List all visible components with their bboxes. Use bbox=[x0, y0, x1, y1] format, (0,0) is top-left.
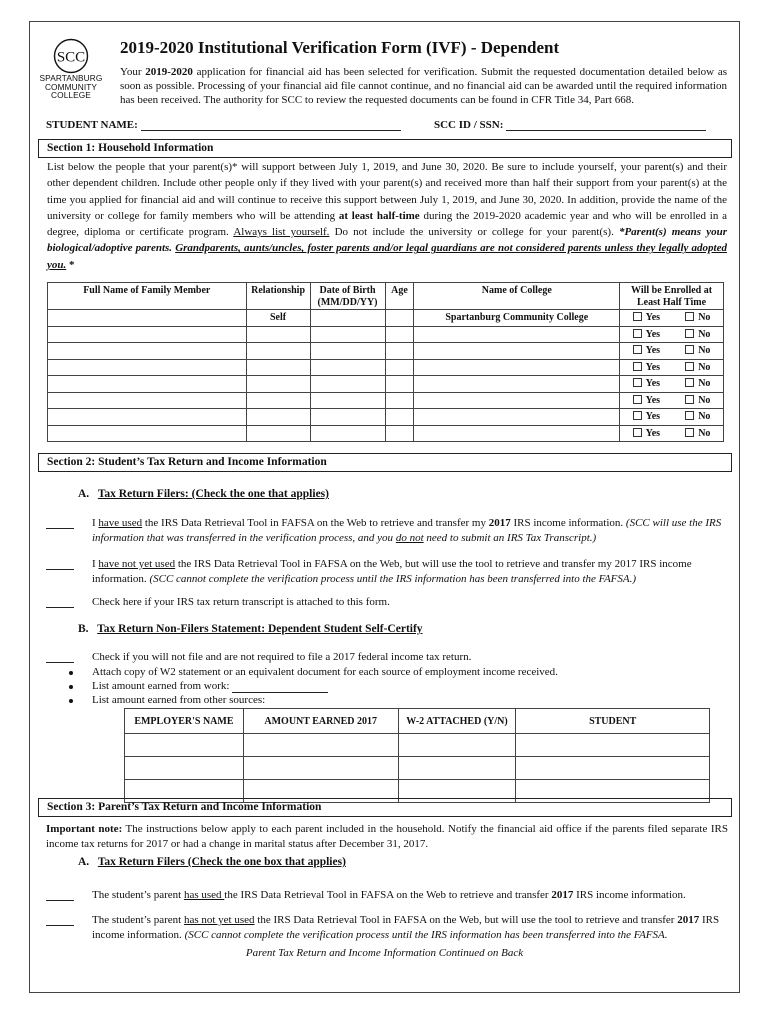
name-cell[interactable] bbox=[48, 343, 247, 360]
age-cell[interactable] bbox=[385, 359, 414, 376]
household-row bbox=[48, 392, 724, 409]
checkbox-icon[interactable] bbox=[633, 362, 642, 371]
form-page bbox=[29, 21, 740, 993]
checkbox-icon[interactable] bbox=[633, 329, 642, 338]
section3-important-note: Important note: The instructions below apply to each parent included in the household. Notify the financial aid office if the parents filed separate IRS income tax returns for 2017 or had a change in marital status after December 31, 2017. bbox=[46, 823, 728, 850]
enrolled-cell bbox=[620, 310, 724, 327]
option-label: Yes bbox=[645, 328, 661, 340]
parent-item-2: The student’s parent has not yet used the IRS Data Retrieval Tool in FAFSA on the Web, but will use the tool to retrieve and transfer 2017 IRS income information. (SCC cannot complete the verification process until the IRS information has been transferred into the FAFSA. bbox=[92, 914, 720, 941]
checkbox-icon[interactable] bbox=[685, 329, 694, 338]
employer-row bbox=[125, 757, 710, 780]
option-label: Yes bbox=[645, 312, 661, 323]
enrolled-no-option[interactable] bbox=[685, 393, 710, 408]
col-dob: Date of Birth (MM/DD/YY) bbox=[310, 283, 385, 310]
option-label: Yes bbox=[645, 411, 661, 422]
relationship-cell[interactable] bbox=[246, 343, 310, 360]
college-cell[interactable] bbox=[414, 343, 620, 360]
employer-header-row bbox=[125, 709, 710, 734]
relationship-cell[interactable] bbox=[246, 326, 310, 343]
section3-heading: Section 3: Parent’s Tax Return and Income Information bbox=[38, 798, 732, 817]
item-b1: Check if you will not file and are not required to file a 2017 federal income tax return. bbox=[92, 651, 472, 663]
employer-row bbox=[125, 734, 710, 757]
checkbox-icon[interactable] bbox=[685, 395, 694, 404]
relationship-cell[interactable]: Self bbox=[246, 310, 310, 327]
dob-cell[interactable] bbox=[310, 409, 385, 426]
scc-logo bbox=[36, 38, 106, 100]
svg-text:SCC: SCC bbox=[56, 49, 86, 66]
col-student: STUDENT bbox=[516, 709, 710, 734]
checkbox-icon[interactable] bbox=[633, 411, 642, 420]
college-cell[interactable] bbox=[414, 326, 620, 343]
dob-cell[interactable] bbox=[310, 359, 385, 376]
household-row bbox=[48, 310, 724, 327]
checkbox-icon[interactable] bbox=[633, 395, 642, 404]
household-row bbox=[48, 425, 724, 442]
item-a3: Check here if your IRS tax return transcript is attached to this form. bbox=[92, 596, 390, 608]
checkbox-icon[interactable] bbox=[685, 411, 694, 420]
relationship-cell[interactable] bbox=[246, 376, 310, 393]
enrolled-no-option[interactable] bbox=[685, 343, 710, 358]
option-label: No bbox=[698, 361, 711, 373]
college-cell[interactable] bbox=[414, 409, 620, 426]
dob-cell[interactable] bbox=[310, 425, 385, 442]
enrolled-yes-option[interactable] bbox=[633, 426, 660, 441]
bullet-other-sources: List amount earned from other sources: bbox=[92, 694, 266, 706]
col-employer-name: EMPLOYER'S NAME bbox=[125, 709, 244, 734]
option-label: No bbox=[698, 328, 711, 340]
option-label: No bbox=[698, 312, 711, 323]
bullet-dot bbox=[69, 685, 73, 689]
enrolled-cell bbox=[620, 343, 724, 360]
enrolled-cell bbox=[620, 425, 724, 442]
college-cell[interactable] bbox=[414, 425, 620, 442]
col-enrolled: Will be Enrolled at Least Half Time bbox=[620, 283, 724, 310]
checkbox-icon[interactable] bbox=[685, 312, 694, 321]
name-cell[interactable] bbox=[48, 425, 247, 442]
option-label: No bbox=[698, 345, 711, 356]
enrolled-cell bbox=[620, 359, 724, 376]
enrolled-cell bbox=[620, 326, 724, 343]
option-label: No bbox=[698, 411, 711, 422]
household-row bbox=[48, 359, 724, 376]
option-label: Yes bbox=[645, 427, 661, 439]
option-label: Yes bbox=[645, 345, 661, 356]
checkbox-icon[interactable] bbox=[685, 378, 694, 387]
dob-cell[interactable] bbox=[310, 376, 385, 393]
scc-id-row: SCC ID / SSN: bbox=[434, 119, 706, 131]
section2-heading: Section 2: Student’s Tax Return and Income Information bbox=[38, 453, 732, 472]
check-line-a1[interactable] bbox=[46, 528, 74, 529]
amount-cell[interactable] bbox=[243, 734, 398, 757]
section3-subheading-a: A. Tax Return Filers (Check the one box that applies) bbox=[78, 856, 346, 868]
relationship-cell[interactable] bbox=[246, 392, 310, 409]
checkbox-icon[interactable] bbox=[685, 362, 694, 371]
enrolled-no-option[interactable] bbox=[685, 310, 710, 325]
enrolled-no-option[interactable] bbox=[685, 376, 710, 391]
name-cell[interactable] bbox=[48, 359, 247, 376]
col-college: Name of College bbox=[414, 283, 620, 310]
option-label: No bbox=[698, 378, 711, 389]
enrolled-yes-option[interactable] bbox=[633, 360, 660, 375]
section2-subheading-b: B. Tax Return Non-Filers Statement: Dependent Student Self-Certify bbox=[78, 623, 423, 635]
relationship-cell[interactable] bbox=[246, 425, 310, 442]
logo-text: SPARTANBURG COMMUNITY COLLEGE bbox=[39, 73, 103, 101]
enrolled-cell bbox=[620, 376, 724, 393]
employer-name-cell[interactable] bbox=[125, 757, 244, 780]
household-row bbox=[48, 409, 724, 426]
col-full-name: Full Name of Family Member bbox=[48, 283, 247, 310]
dob-cell[interactable] bbox=[310, 326, 385, 343]
enrolled-yes-option[interactable] bbox=[633, 327, 660, 342]
college-cell[interactable] bbox=[414, 376, 620, 393]
bullet-work-amount: List amount earned from work: bbox=[92, 679, 328, 693]
scc-monogram-icon bbox=[51, 38, 91, 74]
check-line-a3[interactable] bbox=[46, 607, 74, 608]
col-w2-attached: W-2 ATTACHED (Y/N) bbox=[398, 709, 516, 734]
name-cell[interactable] bbox=[48, 409, 247, 426]
household-table bbox=[47, 282, 724, 442]
w2-cell[interactable] bbox=[398, 734, 516, 757]
age-cell[interactable] bbox=[385, 326, 414, 343]
intro-paragraph: Your 2019-2020 application for financial aid has been selected for verification. Submit the requested documentation detailed below as soon as possible. Processing of your financial aid file cannot continue, and no financial aid can be awarded until the required information has been received. The authority for SCC to review the requested documents can be found in CFR Title 34, Part 668. bbox=[120, 66, 727, 106]
household-row bbox=[48, 376, 724, 393]
item-a1: I have used the IRS Data Retrieval Tool in FAFSA on the Web to retrieve and transfer my 2017 IRS income information. (SCC will use the IRS information that was transferred in the verification process, and you do not need to submit an IRS Tax Transcript.) bbox=[92, 517, 722, 544]
bullet-w2: Attach copy of W2 statement or an equivalent document for each source of employment income received. bbox=[92, 666, 558, 678]
item-a2: I have not yet used the IRS Data Retrieval Tool in FAFSA on the Web, but will use the tool to retrieve and transfer my 2017 IRS income information. (SCC cannot complete the verification process until the IRS information has been transferred into the FAFSA.) bbox=[92, 558, 692, 585]
employer-table bbox=[124, 708, 710, 803]
college-cell[interactable] bbox=[414, 392, 620, 409]
enrolled-yes-option[interactable] bbox=[633, 393, 660, 408]
col-relationship: Relationship bbox=[246, 283, 310, 310]
enrolled-yes-option[interactable] bbox=[633, 376, 660, 391]
checkbox-icon[interactable] bbox=[685, 345, 694, 354]
age-cell[interactable] bbox=[385, 376, 414, 393]
option-label: No bbox=[698, 394, 711, 406]
section1-instructions: List below the people that your parent(s)* will support between July 1, 2019, and June 30, 2020. Be sure to include yourself, your parent(s) and their other dependent children. Include other people only if they lived with your parent(s) and received more than half their support from your parent(s) at the time you applied for financial aid and will continue to receive this support between July 1, 2019, and June 30, 2020. In addition, provide the name of the university or college for family members who will be attending at least half-time during the 2019-2020 academic year and who will be enrolled in a degree, diploma or certificate program. Always list yourself. Do not include the university or college for your parent(s). *Parent(s) means your biological/adoptive parents. Grandparents, aunts/uncles, foster parents and/or legal guardians are not considered parents unless they legally adopted you. * bbox=[47, 161, 728, 271]
age-cell[interactable] bbox=[385, 310, 414, 327]
age-cell[interactable] bbox=[385, 425, 414, 442]
continued-note: Parent Tax Return and Income Information Continued on Back bbox=[245, 947, 524, 959]
parent-item-1: The student’s parent has used the IRS Data Retrieval Tool in FAFSA on the Web to retrieve and transfer 2017 IRS income information. bbox=[92, 889, 686, 901]
check-line-a2[interactable] bbox=[46, 569, 74, 570]
student-cell[interactable] bbox=[516, 757, 710, 780]
checkbox-icon[interactable] bbox=[633, 428, 642, 437]
scc-id-field[interactable] bbox=[506, 119, 706, 131]
section1-heading: Section 1: Household Information bbox=[38, 139, 732, 158]
checkbox-icon[interactable] bbox=[633, 312, 642, 321]
household-row bbox=[48, 343, 724, 360]
college-cell[interactable]: Spartanburg Community College bbox=[414, 310, 620, 327]
check-line-p2[interactable] bbox=[46, 925, 74, 926]
col-age: Age bbox=[385, 283, 414, 310]
student-cell[interactable] bbox=[516, 734, 710, 757]
bullet-dot bbox=[69, 699, 73, 703]
enrolled-no-option[interactable] bbox=[685, 360, 710, 375]
enrolled-yes-option[interactable] bbox=[633, 409, 660, 424]
dob-cell[interactable] bbox=[310, 310, 385, 327]
enrolled-no-option[interactable] bbox=[685, 409, 710, 424]
checkbox-icon[interactable] bbox=[633, 345, 642, 354]
checkbox-icon[interactable] bbox=[685, 428, 694, 437]
name-cell[interactable] bbox=[48, 376, 247, 393]
age-cell[interactable] bbox=[385, 409, 414, 426]
check-line-p1[interactable] bbox=[46, 900, 74, 901]
name-cell[interactable] bbox=[48, 310, 247, 327]
household-header-row bbox=[48, 283, 724, 310]
dob-cell[interactable] bbox=[310, 392, 385, 409]
enrolled-no-option[interactable] bbox=[685, 327, 710, 342]
age-cell[interactable] bbox=[385, 343, 414, 360]
name-cell[interactable] bbox=[48, 326, 247, 343]
col-amount-earned: AMOUNT EARNED 2017 bbox=[243, 709, 398, 734]
option-label: Yes bbox=[645, 361, 661, 373]
work-amount-field[interactable] bbox=[232, 682, 328, 693]
college-cell[interactable] bbox=[414, 359, 620, 376]
enrolled-yes-option[interactable] bbox=[633, 310, 660, 325]
employer-name-cell[interactable] bbox=[125, 734, 244, 757]
enrolled-cell bbox=[620, 392, 724, 409]
enrolled-yes-option[interactable] bbox=[633, 343, 660, 358]
section2-subheading-a: A. Tax Return Filers: (Check the one that applies) bbox=[78, 488, 329, 500]
check-line-b1[interactable] bbox=[46, 662, 74, 663]
household-row bbox=[48, 326, 724, 343]
amount-cell[interactable] bbox=[243, 757, 398, 780]
page-title: 2019-2020 Institutional Verification Form (IVF) - Dependent bbox=[120, 38, 560, 57]
dob-cell[interactable] bbox=[310, 343, 385, 360]
option-label: Yes bbox=[645, 378, 661, 389]
option-label: Yes bbox=[645, 394, 661, 406]
enrolled-cell bbox=[620, 409, 724, 426]
relationship-cell[interactable] bbox=[246, 409, 310, 426]
name-cell[interactable] bbox=[48, 392, 247, 409]
relationship-cell[interactable] bbox=[246, 359, 310, 376]
option-label: No bbox=[698, 427, 711, 439]
student-name-row: STUDENT NAME: bbox=[46, 119, 401, 131]
age-cell[interactable] bbox=[385, 392, 414, 409]
w2-cell[interactable] bbox=[398, 757, 516, 780]
student-name-field[interactable] bbox=[141, 119, 401, 131]
checkbox-icon[interactable] bbox=[633, 378, 642, 387]
bullet-dot bbox=[69, 671, 73, 675]
enrolled-no-option[interactable] bbox=[685, 426, 710, 441]
